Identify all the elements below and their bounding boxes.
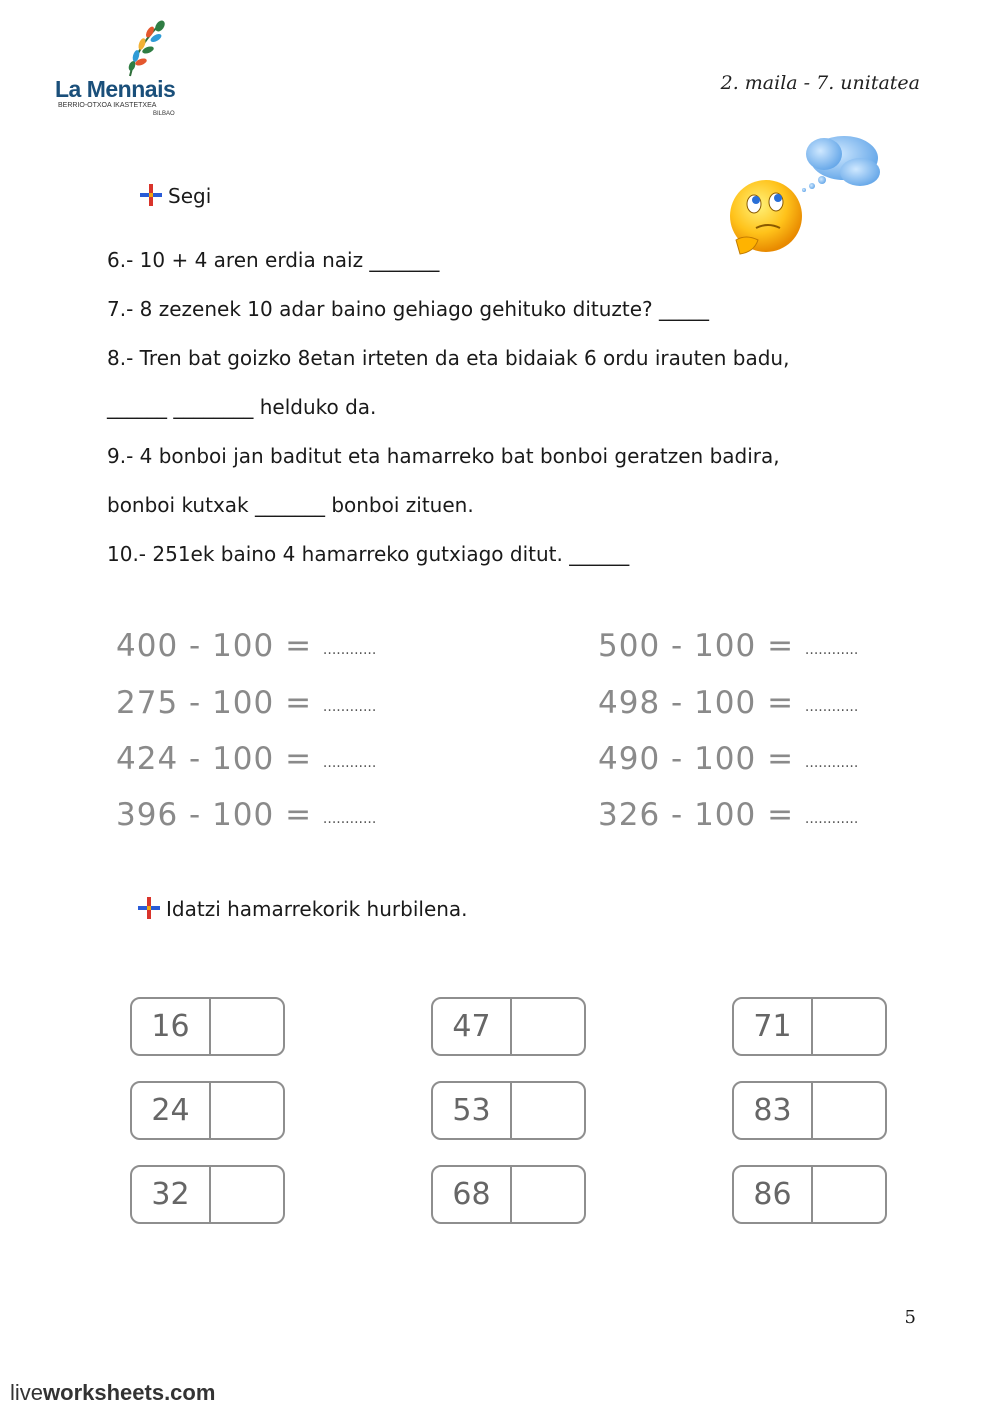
subtraction-row: [598, 685, 858, 721]
answer-blank[interactable]: ............: [322, 811, 377, 827]
rounding-box: [431, 1165, 586, 1224]
answer-blank[interactable]: ............: [804, 811, 859, 827]
rounding-box: [431, 1081, 586, 1140]
number-cell: 32: [132, 1167, 211, 1222]
number-cell: 71: [734, 999, 813, 1054]
number-cell: 83: [734, 1083, 813, 1138]
question-line: ______ ________ helduko da.: [107, 395, 377, 419]
rounding-box: [130, 1165, 285, 1224]
question-line: 9.- 4 bonboi jan baditut eta hamarreko bat bonboi geratzen badira,: [107, 444, 780, 468]
rounding-box: [431, 997, 586, 1056]
plus-bullet-icon: [138, 897, 160, 919]
number-cell: 68: [433, 1167, 512, 1222]
rounding-box: [130, 1081, 285, 1140]
rounding-box: [732, 1081, 887, 1140]
answer-cell[interactable]: [211, 1083, 283, 1138]
answer-cell[interactable]: [813, 1083, 885, 1138]
page-number: 5: [904, 1307, 916, 1328]
leaf-icon: [110, 18, 180, 78]
subtraction-expression: 490 - 100 =: [598, 741, 795, 777]
section-segi-heading: [140, 184, 211, 208]
subtraction-row: [116, 741, 376, 777]
logo-name: La Mennais: [55, 76, 176, 102]
answer-blank[interactable]: ............: [322, 699, 377, 715]
section-rounding-heading: [138, 897, 468, 921]
question-line: bonboi kutxak _______ bonboi zituen.: [107, 493, 474, 517]
subtraction-expression: 396 - 100 =: [116, 797, 313, 833]
answer-cell[interactable]: [512, 1167, 584, 1222]
answer-cell[interactable]: [211, 999, 283, 1054]
question-line: 6.- 10 + 4 aren erdia naiz _______: [107, 248, 440, 272]
number-cell: 47: [433, 999, 512, 1054]
subtraction-expression: 326 - 100 =: [598, 797, 795, 833]
answer-blank[interactable]: ............: [804, 755, 859, 771]
number-cell: 53: [433, 1083, 512, 1138]
grade-unit-label: 2. maila - 7. unitatea: [720, 72, 920, 94]
answer-cell[interactable]: [813, 1167, 885, 1222]
rounding-box: [130, 997, 285, 1056]
logo-city: BILBAO: [153, 111, 175, 117]
footer-brand-name: worksheets.com: [43, 1380, 216, 1405]
answer-blank[interactable]: ............: [804, 699, 859, 715]
subtraction-row: [598, 628, 858, 664]
subtraction-row: [116, 685, 376, 721]
subtraction-row: [598, 797, 858, 833]
logo-subtitle: BERRIO-OTXOA IKASTETXEA: [58, 102, 157, 109]
number-cell: 24: [132, 1083, 211, 1138]
subtraction-expression: 498 - 100 =: [598, 685, 795, 721]
answer-cell[interactable]: [813, 999, 885, 1054]
answer-cell[interactable]: [512, 1083, 584, 1138]
rounding-box: [732, 997, 887, 1056]
subtraction-row: [116, 628, 376, 664]
section-title: Idatzi hamarrekorik hurbilena.: [166, 897, 468, 921]
section-title: Segi: [168, 184, 212, 208]
subtraction-expression: 400 - 100 =: [116, 628, 313, 664]
school-logo: [55, 18, 195, 118]
subtraction-expression: 500 - 100 =: [598, 628, 795, 664]
thinking-smiley-icon: [726, 128, 886, 278]
answer-blank[interactable]: ............: [322, 642, 377, 658]
question-line: 7.- 8 zezenek 10 adar baino gehiago gehituko dituzte? _____: [107, 297, 710, 321]
answer-cell[interactable]: [512, 999, 584, 1054]
number-cell: 86: [734, 1167, 813, 1222]
number-cell: 16: [132, 999, 211, 1054]
footer-brand[interactable]: [10, 1380, 215, 1406]
question-line: 10.- 251ek baino 4 hamarreko gutxiago ditut. ______: [107, 542, 630, 566]
plus-bullet-icon: [140, 184, 162, 206]
subtraction-expression: 424 - 100 =: [116, 741, 313, 777]
answer-blank[interactable]: ............: [322, 755, 377, 771]
answer-cell[interactable]: [211, 1167, 283, 1222]
subtraction-row: [116, 797, 376, 833]
subtraction-row: [598, 741, 858, 777]
rounding-box: [732, 1165, 887, 1224]
subtraction-expression: 275 - 100 =: [116, 685, 313, 721]
footer-prefix: live: [10, 1380, 44, 1405]
question-line: 8.- Tren bat goizko 8etan irteten da eta bidaiak 6 ordu irauten badu,: [107, 346, 790, 370]
answer-blank[interactable]: ............: [804, 642, 859, 658]
